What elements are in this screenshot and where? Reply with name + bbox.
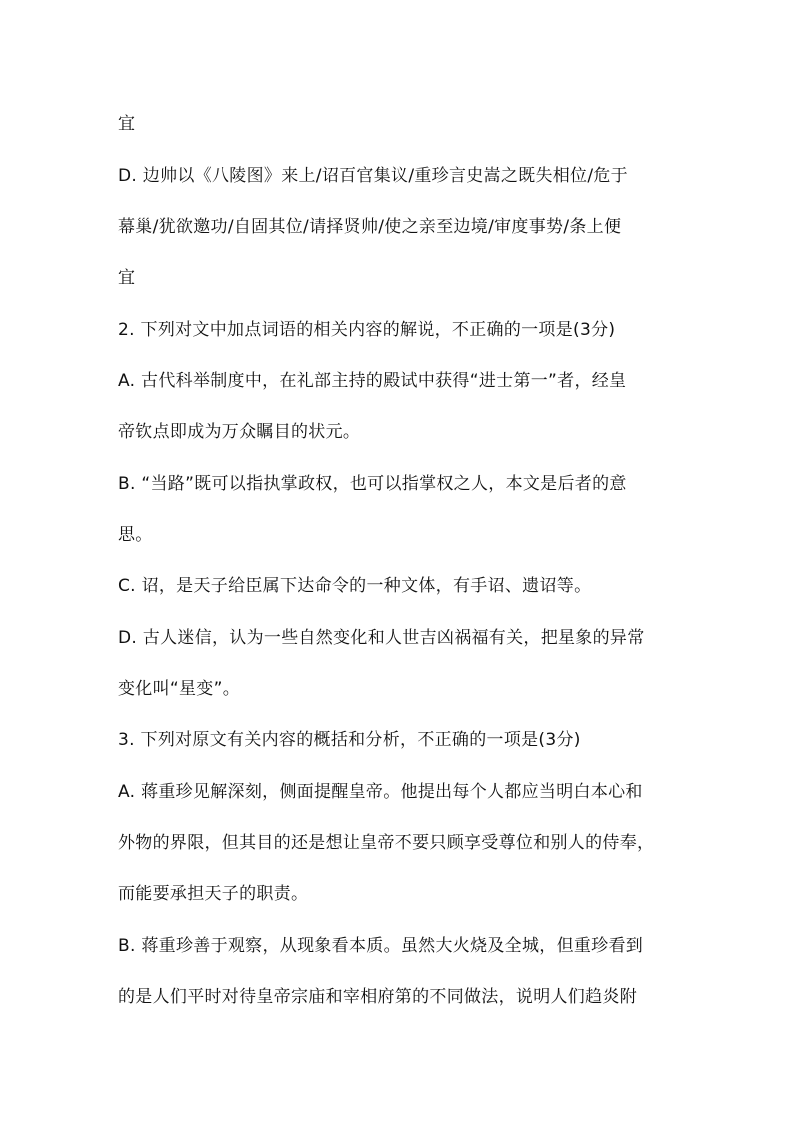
option-line: B. 蒋重珍善于观察，从现象看本质。虽然大火烧及全城，但重珍看到 bbox=[118, 936, 644, 956]
text-line: 外物的界限，但其目的还是想让皇帝不要只顾享受尊位和别人的侍奉， bbox=[118, 833, 655, 853]
text-line: 幕巢/犹欲邀功/自固其位/请择贤帅/使之亲至边境/审度事势/条上便 bbox=[118, 217, 622, 237]
option-line: B. “当路”既可以指执掌政权，也可以指掌权之人，本文是后者的意 bbox=[118, 474, 627, 494]
text-line: 宜 bbox=[118, 114, 136, 134]
question-heading: 2. 下列对文中加点词语的相关内容的解说，不正确的一项是(3分) bbox=[118, 320, 616, 340]
option-line: C. 诏，是天子给臣属下达命令的一种文体，有手诏、遗诏等。 bbox=[118, 576, 592, 596]
option-line: A. 蒋重珍见解深刻，侧面提醒皇帝。他提出每个人都应当明白本心和 bbox=[118, 782, 643, 802]
question-heading: 3. 下列对原文有关内容的概括和分析，不正确的一项是(3分) bbox=[118, 730, 581, 750]
text-line: 的是人们平时对待皇帝宗庙和宰相府第的不同做法，说明人们趋炎附 bbox=[118, 987, 637, 1007]
text-line: 帝钦点即成为万众瞩目的状元。 bbox=[118, 422, 361, 442]
text-line: D. 边帅以《八陵图》来上/诏百官集议/重珍言史嵩之既失相位/危于 bbox=[118, 166, 628, 186]
option-line: D. 古人迷信，认为一些自然变化和人世吉凶祸福有关，把星象的异常 bbox=[118, 628, 645, 648]
text-line: 而能要承担天子的职责。 bbox=[118, 884, 309, 904]
text-line: 变化叫“星变”。 bbox=[118, 679, 241, 699]
text-line: 思。 bbox=[118, 525, 153, 545]
option-line: A. 古代科举制度中，在礼部主持的殿试中获得“进士第一”者，经皇 bbox=[118, 371, 627, 391]
text-line: 宜 bbox=[118, 268, 136, 288]
